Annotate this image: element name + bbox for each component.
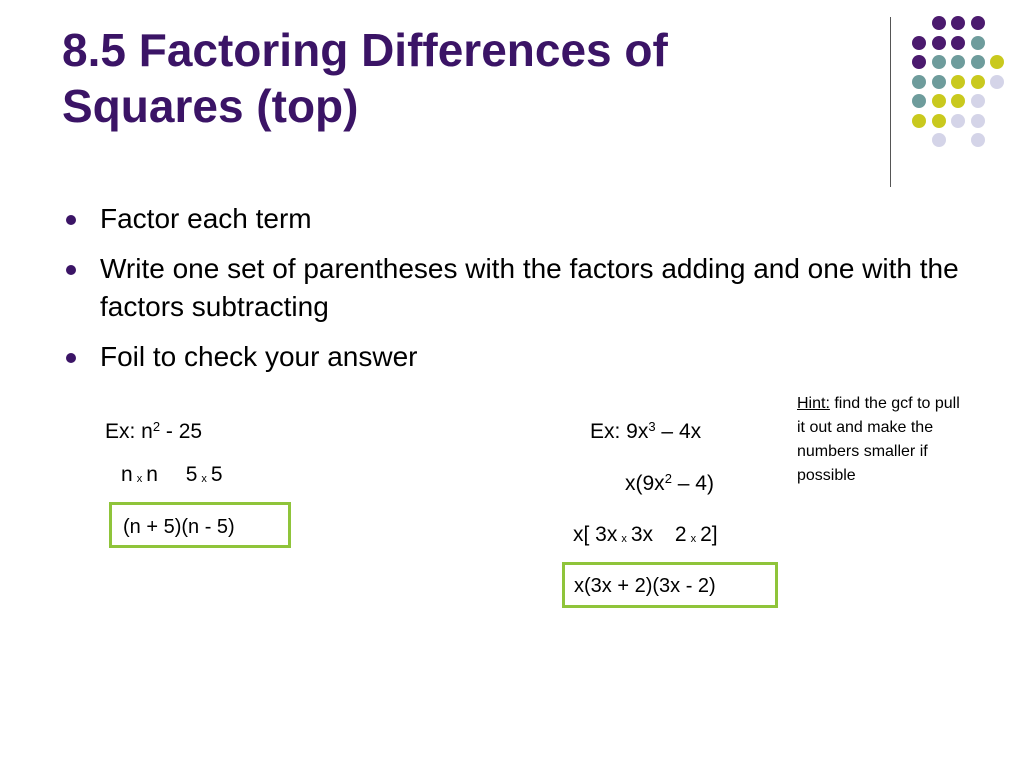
decorative-dot <box>971 36 985 50</box>
decorative-dot <box>912 36 926 50</box>
example-1-factors: nx n 5 x 5 <box>121 463 223 486</box>
decorative-dot <box>951 36 965 50</box>
bullet-text: Write one set of parentheses with the factors adding and one with the factors subtracting <box>100 253 959 322</box>
hint-note <box>797 392 962 488</box>
decorative-dot <box>912 114 926 128</box>
decorative-divider <box>890 17 891 187</box>
bullet-item <box>62 250 982 326</box>
bullet-text: Factor each term <box>100 203 312 234</box>
hint-label: Hint: <box>797 395 830 412</box>
decorative-dot <box>932 133 946 147</box>
bullet-icon <box>66 215 76 225</box>
decorative-dot <box>971 75 985 89</box>
decorative-dot <box>932 75 946 89</box>
bullet-item <box>62 338 982 376</box>
example-1-problem: Ex: $n^2 - 25$ <box>105 419 203 443</box>
decorative-dot <box>932 94 946 108</box>
example-1-answer: (n + 5)(n - 5) <box>123 516 235 538</box>
example-2-answer-box <box>562 562 778 608</box>
decorative-dot <box>912 94 926 108</box>
decorative-dot <box>990 75 1004 89</box>
decorative-dot <box>912 55 926 69</box>
example-2-factor-step: x[ 3x x 3x 2 x 2] <box>573 523 718 546</box>
decorative-dot <box>932 16 946 30</box>
decorative-dot <box>932 114 946 128</box>
slide-title <box>62 22 862 134</box>
decorative-dot <box>932 36 946 50</box>
decorative-dot <box>912 75 926 89</box>
decorative-dot <box>971 55 985 69</box>
bullet-item <box>62 200 982 238</box>
bullet-icon <box>66 265 76 275</box>
decorative-dot <box>951 114 965 128</box>
example-2-gcf-step: $x(9x^2 - 4)$ <box>625 471 714 495</box>
decorative-dot <box>951 75 965 89</box>
bullet-icon <box>66 353 76 363</box>
decorative-dot <box>990 55 1004 69</box>
example-2-problem: Ex: $9x^3 - 4x$ <box>590 419 702 443</box>
decorative-dot <box>971 114 985 128</box>
slide-title-line-2: Squares (top) <box>62 80 359 132</box>
decorative-dot <box>932 55 946 69</box>
decorative-dot <box>951 16 965 30</box>
decorative-dot <box>971 16 985 30</box>
decorative-dot <box>971 94 985 108</box>
bullet-text: Foil to check your answer <box>100 341 418 372</box>
example-1-answer-box <box>109 502 291 548</box>
decorative-dot <box>951 94 965 108</box>
hint-text: find the gcf to pull it out and make the numbers smaller if possible <box>797 395 960 484</box>
decorative-dot <box>951 55 965 69</box>
slide-title-line-1: 8.5 Factoring Differences of <box>62 24 668 76</box>
decorative-dot <box>971 133 985 147</box>
bullet-list <box>62 200 982 388</box>
example-2-answer: x(3x + 2)(3x - 2) <box>574 575 716 597</box>
